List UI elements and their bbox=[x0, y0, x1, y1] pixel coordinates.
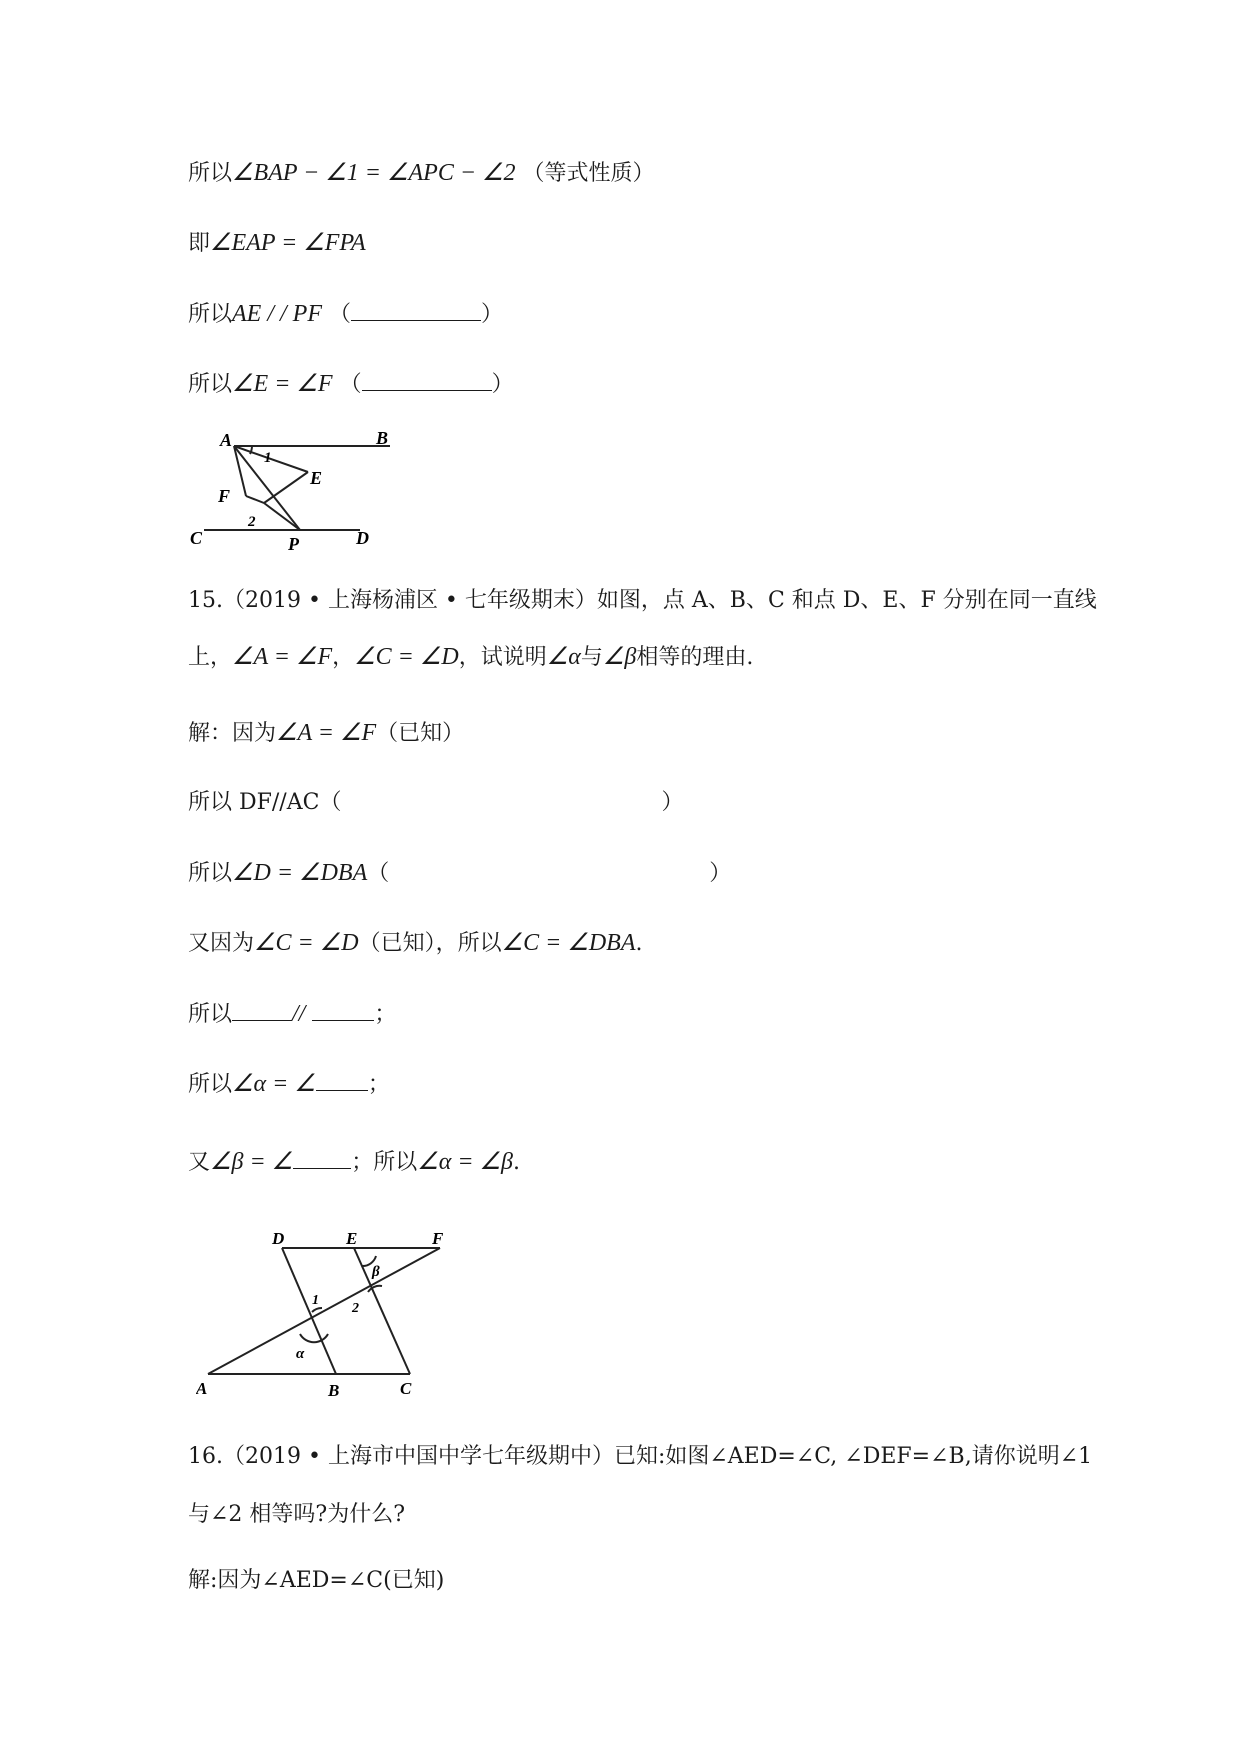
answer-blank[interactable] bbox=[312, 998, 374, 1021]
point-label-D: D bbox=[356, 528, 369, 548]
answer-blank[interactable] bbox=[232, 998, 292, 1021]
segment-DB bbox=[282, 1248, 336, 1374]
math-expression: ∠E = ∠F bbox=[232, 371, 333, 397]
angle-label-2: 2 bbox=[352, 1301, 359, 1316]
math-expression: ∠EAP = ∠FPA bbox=[210, 230, 366, 256]
angle-label-beta: β bbox=[372, 1264, 380, 1280]
angle-label-2: 2 bbox=[248, 514, 256, 530]
segment-EP bbox=[264, 472, 308, 503]
q15-stem-line-1: 15.（2019 • 上海杨浦区 • 七年级期末）如图，点 A、B、C 和点 D、E、F 分别在同一直线 bbox=[188, 588, 1097, 613]
segment-AF bbox=[208, 1248, 440, 1374]
point-label-A: A bbox=[196, 1379, 208, 1398]
point-label-B: B bbox=[376, 432, 389, 448]
proof-line-1: 所以∠BAP − ∠1 = ∠APC − ∠2 （等式性质） bbox=[188, 160, 655, 186]
proof-line-3: 所以AE / / PF （ ） bbox=[188, 298, 503, 330]
answer-blank[interactable] bbox=[362, 368, 492, 391]
point-label-C: C bbox=[190, 528, 203, 548]
point-label-B: B bbox=[328, 1381, 340, 1398]
angle-label-1: 1 bbox=[264, 450, 272, 466]
q15-solution-line-4: 又因为∠C = ∠D（已知），所以∠C = ∠DBA. bbox=[188, 930, 643, 956]
angle-arc-1 bbox=[312, 1308, 322, 1312]
reason-text: （等式性质） bbox=[522, 161, 655, 186]
segment-F bbox=[246, 496, 264, 503]
q15-solution-line-7: 又∠β = ∠ ；所以∠α = ∠β. bbox=[188, 1146, 520, 1178]
math-expression: AE / / PF bbox=[232, 301, 322, 327]
point-label-D: D bbox=[272, 1229, 285, 1248]
angle-label-alpha: α bbox=[296, 1346, 305, 1362]
q15-solution-line-3: 所以∠D = ∠DBA（ ） bbox=[188, 860, 732, 886]
angle-arc-alpha bbox=[300, 1334, 328, 1342]
answer-blank[interactable] bbox=[293, 1146, 351, 1169]
q16-stem-line-1: 16.（2019 • 上海市中国中学七年级期中）已知:如图∠AED=∠C, ∠DEF=∠B,请你说明∠1 bbox=[188, 1444, 1093, 1469]
point-label-P: P bbox=[288, 534, 299, 550]
point-label-C: C bbox=[400, 1379, 412, 1398]
point-label-E: E bbox=[310, 468, 323, 488]
q15-solution-line-6: 所以∠α = ∠ ； bbox=[188, 1068, 390, 1100]
point-label-E: E bbox=[346, 1229, 358, 1248]
proof-line-2: 即∠EAP = ∠FPA bbox=[188, 230, 366, 256]
angle-label-1: 1 bbox=[312, 1293, 319, 1308]
answer-blank[interactable] bbox=[351, 298, 481, 321]
answer-blank[interactable] bbox=[316, 1068, 368, 1091]
figure-14 bbox=[190, 432, 390, 550]
math-expression: ∠BAP − ∠1 = ∠APC − ∠2 bbox=[232, 160, 516, 186]
figure-15 bbox=[196, 1228, 456, 1398]
point-label-F: F bbox=[218, 486, 231, 506]
point-label-F: F bbox=[432, 1229, 444, 1248]
q16-stem-line-2: 与∠2 相等吗?为什么? bbox=[188, 1502, 406, 1527]
proof-line-4: 所以∠E = ∠F （ ） bbox=[188, 368, 514, 400]
q15-stem-line-2: 上，∠A = ∠F，∠C = ∠D，试说明∠α与∠β相等的理由. bbox=[188, 644, 754, 670]
q15-solution-line-2: 所以 DF//AC（ ） bbox=[188, 790, 684, 815]
q15-solution-line-5: 所以 // ； bbox=[188, 998, 396, 1030]
q15-solution-line-1: 解：因为∠A = ∠F（已知） bbox=[188, 720, 465, 746]
point-label-A: A bbox=[220, 432, 233, 450]
q16-solution-line-1: 解:因为∠AED=∠C(已知) bbox=[188, 1568, 445, 1593]
